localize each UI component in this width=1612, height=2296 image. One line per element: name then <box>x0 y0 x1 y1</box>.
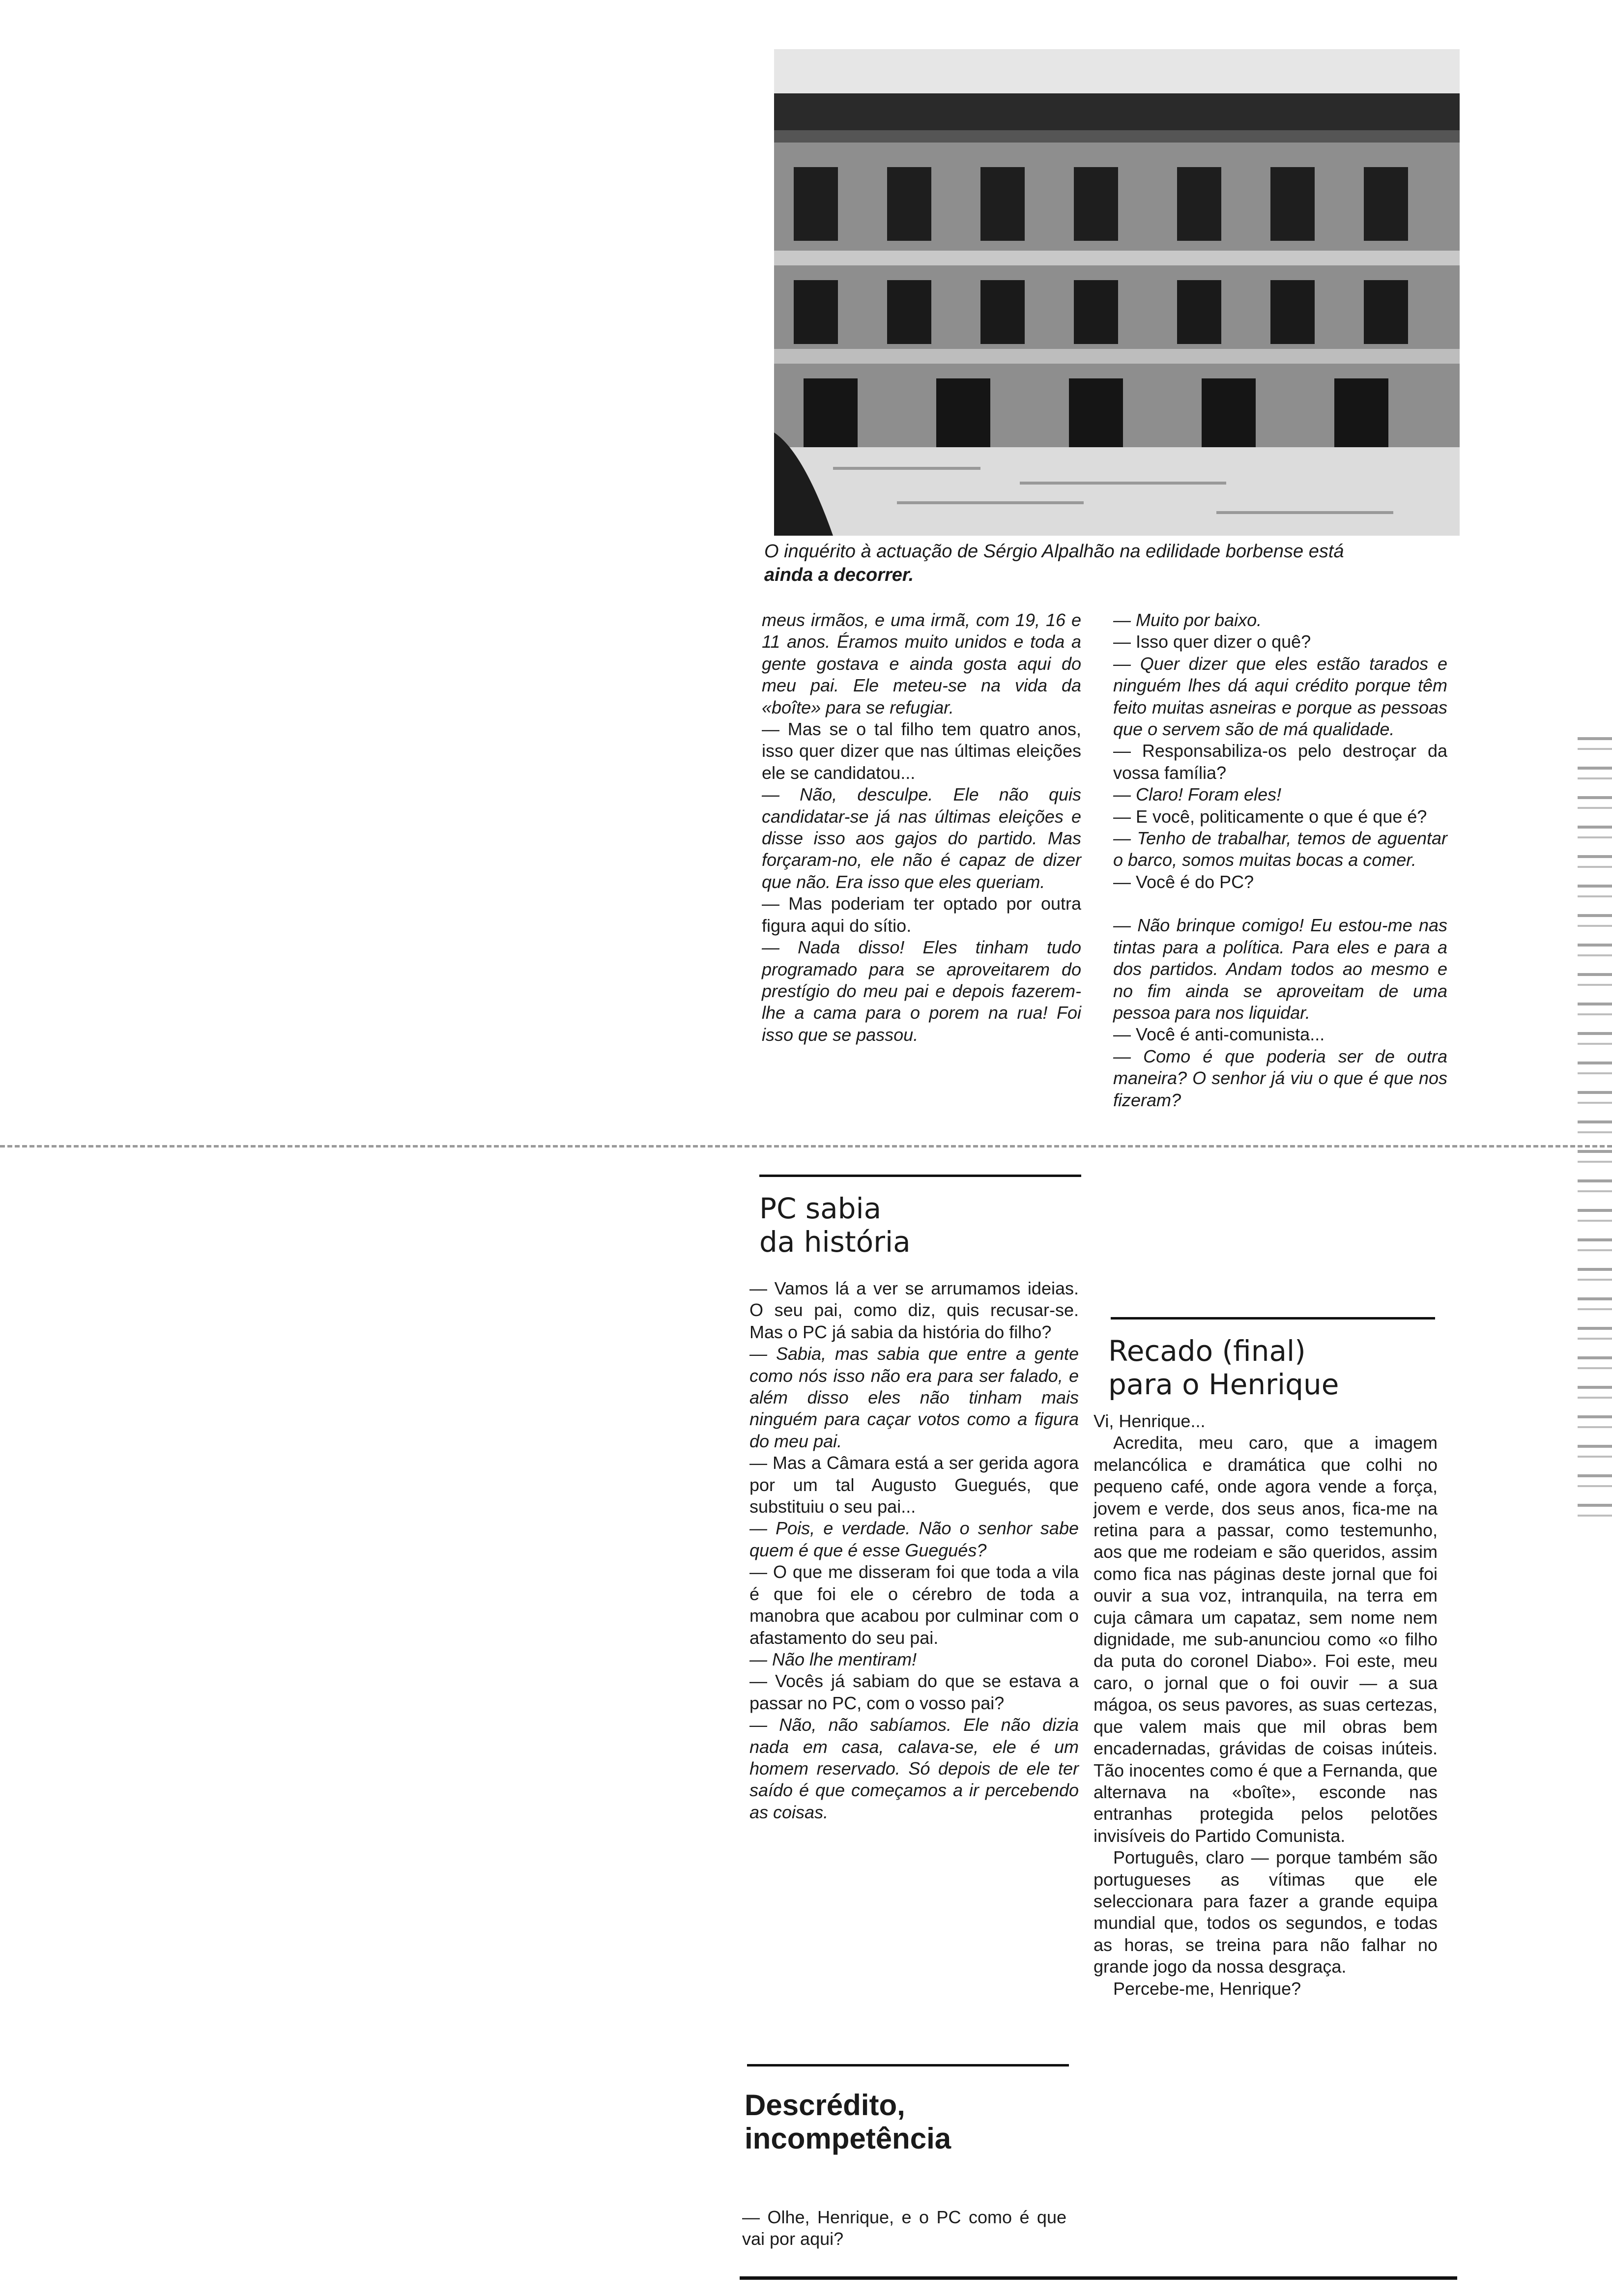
caption-line-1: O inquérito à actuação de Sérgio Alpalhão na edilidade borbense está <box>764 541 1344 562</box>
paragraph: — Mas a Câmara está a ser gerida agora por um tal Augusto Guegués, que substituiu o seu pai... <box>749 1453 1079 1517</box>
paragraph: — Mas se o tal filho tem quatro anos, isso quer dizer que nas últimas eleições ele se candidatou... <box>762 719 1081 783</box>
paragraph: — Como é que poderia ser de outra maneira? O senhor já viu o que é que nos fizeram? <box>1113 1046 1447 1110</box>
section-heading-recado <box>1108 1334 1339 1401</box>
paragraph: — Não, não sabíamos. Ele não dizia nada em casa, calava-se, ele é um homem reservado. Só depois de ele ter saído é que começamos a ir percebendo as coisas. <box>749 1715 1079 1822</box>
paragraph: Vi, Henrique... <box>1094 1411 1206 1431</box>
paragraph: — O que me disseram foi que toda a vila é que foi ele o cérebro de toda a manobra que acabou por culminar com o afastamento do seu pai. <box>749 1562 1079 1648</box>
paragraph: — Quer dizer que eles estão tarados e ninguém lhes dá aqui crédito porque têm feito muitas asneiras e porque as pessoas que o servem são de má qualidade. <box>1113 653 1447 740</box>
heading-line: Recado (final) <box>1108 1334 1306 1368</box>
paragraph: — Não, desculpe. Ele não quis candidatar-se já nas últimas eleições e disse isso aos gajos do partido. Mas forçaram-no, ele não é capaz de dizer que não. Era isso que eles queriam. <box>762 784 1081 892</box>
paragraph: — Olhe, Henrique, e o PC como é que vai por aqui? <box>742 2207 1066 2249</box>
heading-line: incompetência <box>745 2122 951 2155</box>
heading-line: para o Henrique <box>1108 1368 1339 1401</box>
paragraph: — Claro! Foram eles! <box>1113 784 1282 805</box>
paragraph: — E você, politicamente o que é que é? <box>1113 806 1427 827</box>
scan-edge-noise <box>1578 737 1612 1523</box>
paragraph: — Vamos lá a ver se arrumamos ideias. O seu pai, como diz, quis recusar-se. Mas o PC já sabia da história do filho? <box>749 1278 1079 1342</box>
paragraph: — Não lhe mentiram! <box>749 1649 917 1669</box>
page-bottom-rule <box>740 2276 1457 2280</box>
paragraph: — Mas poderiam ter optado por outra figura aqui do sítio. <box>762 893 1081 936</box>
section-heading-descredito <box>745 2089 951 2155</box>
scan-fold-line <box>0 1145 1612 1148</box>
paragraph: — Sabia, mas sabia que entre a gente como nós isso não era para ser falado, e além disso eles não tinham mais ninguém para caçar votos como a figura do meu pai. <box>749 1344 1079 1451</box>
heading-line: Descrédito, <box>745 2089 905 2122</box>
building-photo <box>774 49 1460 536</box>
heading-line: da história <box>759 1225 911 1259</box>
paragraph: Acredita, meu caro, que a imagem melancólica e dramática que colhi no pequeno café, onde agora vende a força, jovem e verde, dos seus anos, fica-me na retina para a passar, como testemunho, aos que me rodeiam e são queridos, assim como fica nas páginas deste jornal que foi ouvir a sua voz, intranquila, na terra em cuja câmara um capataz, sem nome nem dignidade, me sub-anunciou como «o filho da puta do coronel Diabo». Foi este, meu caro, o jornal que o foi ouvir — a sua mágoa, os seus pavores, as suas certezas, que valem mais que mil obras bem encadernadas, grávidas de coisas inúteis. Tão inocentes como é que a Fernanda, que alternava na «boîte», esconde nas entranhas protegida pelos pelotões invisíveis do Partido Comunista. <box>1094 1433 1438 1846</box>
paragraph: meus irmãos, e uma irmã, com 19, 16 e 11 anos. Éramos muito unidos e toda a gente gostava e ainda gosta aqui do meu pai. Ele meteu-se na vida da «boîte» para se refugiar. <box>762 610 1081 718</box>
paragraph: — Você é do PC? <box>1113 871 1254 892</box>
paragraph: Percebe-me, Henrique? <box>1113 1978 1301 1999</box>
paragraph: — Tenho de trabalhar, temos de aguentar o barco, somos muitas bocas a comer. <box>1113 828 1447 870</box>
article-column-4 <box>1094 1410 1438 2000</box>
paragraph: — Responsabiliza-os pelo destroçar da vossa família? <box>1113 741 1447 783</box>
paragraph: — Isso quer dizer o quê? <box>1113 631 1311 652</box>
paragraph: — Nada disso! Eles tinham tudo programado para se aproveitarem do prestígio do meu pai e depois fazerem-lhe a cama para o porem na rua! Foi isso que se passou. <box>762 937 1081 1045</box>
section-heading-pc-sabia <box>759 1192 911 1259</box>
section-rule <box>1111 1317 1435 1320</box>
photo-caption <box>764 540 1467 587</box>
article-column-5 <box>742 2207 1066 2250</box>
paragraph: Português, claro — porque também são portugueses as vítimas que ele seleccionara para fazer a grande equipa mundial que, todos os segundos, e todas as horas, se treina para não falhar no grande jogo da nossa desgraça. <box>1094 1847 1438 1977</box>
heading-line: PC sabia <box>759 1192 882 1225</box>
paragraph: — Pois, e verdade. Não o senhor sabe quem é que é esse Guegués? <box>749 1518 1079 1560</box>
section-rule <box>747 2064 1069 2066</box>
blank-line <box>1113 893 1447 915</box>
paragraph: — Vocês já sabiam do que se estava a passar no PC, com o vosso pai? <box>749 1671 1079 1713</box>
article-column-2 <box>1113 609 1447 1111</box>
paragraph: — Não brinque comigo! Eu estou-me nas tintas para a política. Para eles e para a dos partidos. Andam todos ao mesmo e no fim ainda se aproveitam de uma pessoa para nos liquidar. <box>1113 915 1447 1023</box>
article-column-3 <box>749 1278 1079 1823</box>
caption-line-2: ainda a decorrer. <box>764 565 914 585</box>
paragraph: — Você é anti-comunista... <box>1113 1024 1325 1045</box>
section-rule <box>759 1175 1081 1177</box>
article-column-1 <box>762 609 1081 1046</box>
paragraph: — Muito por baixo. <box>1113 610 1262 630</box>
building-photo-drawing <box>774 49 1460 536</box>
